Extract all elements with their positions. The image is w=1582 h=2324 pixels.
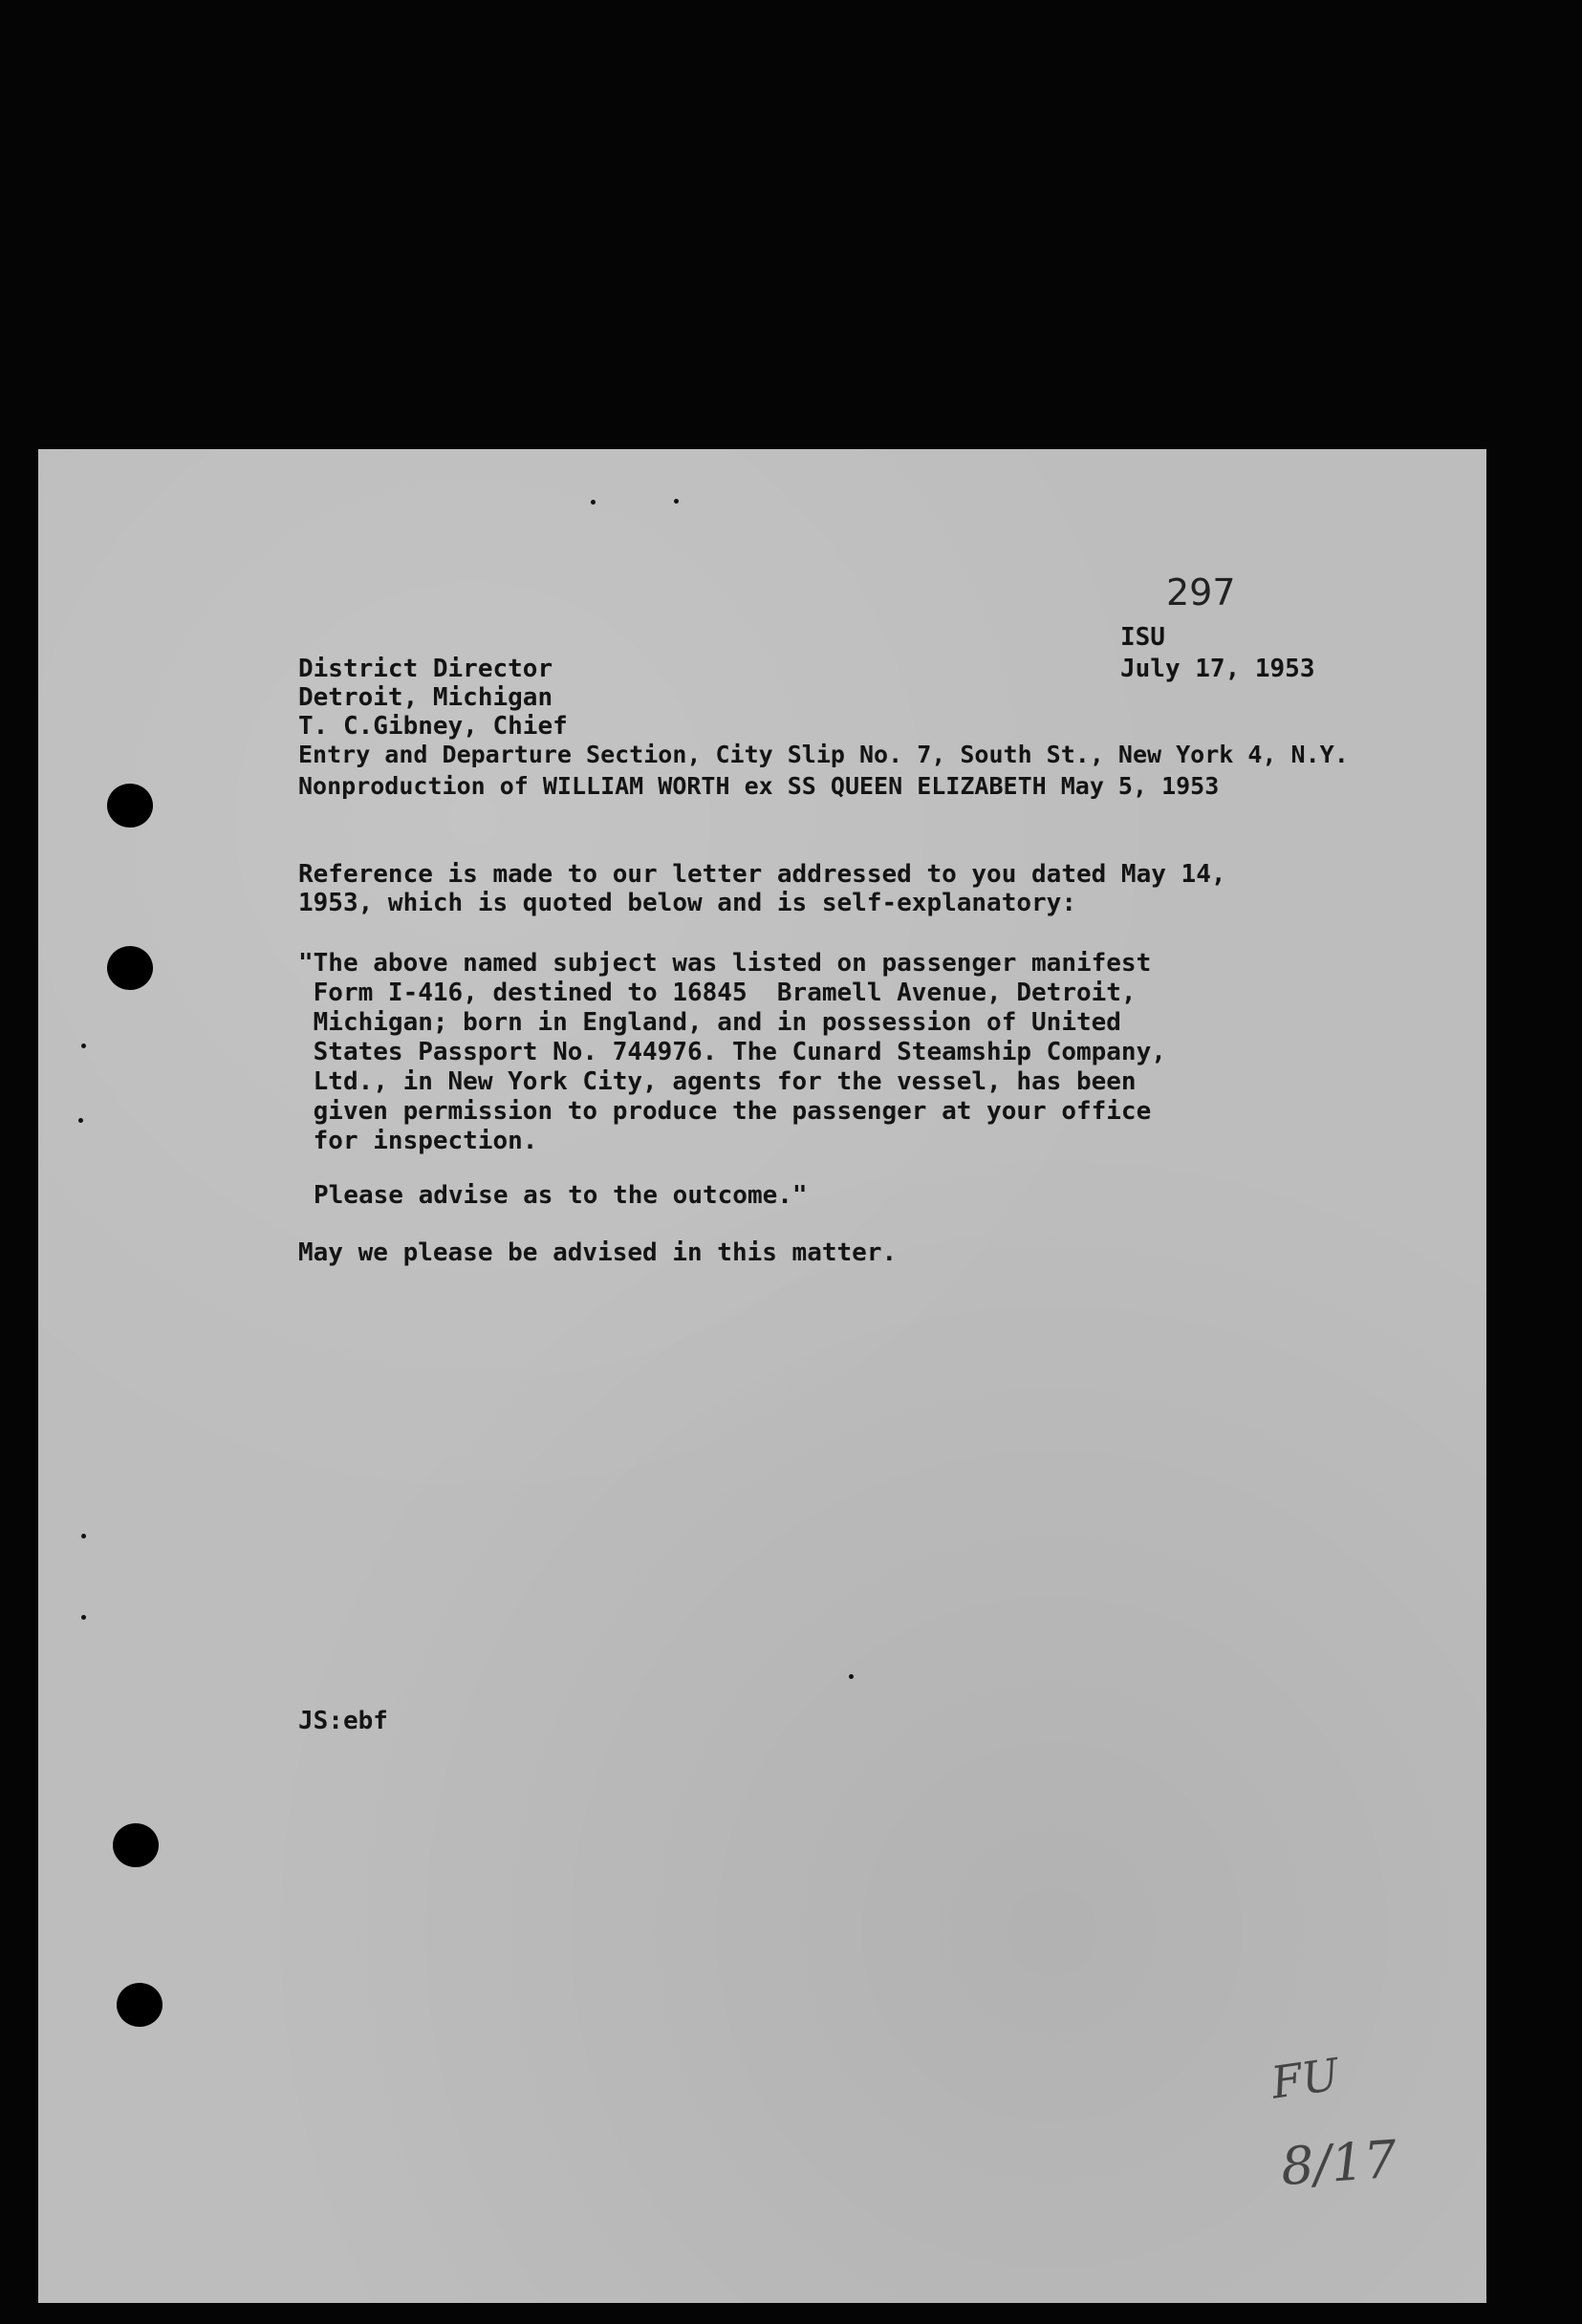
speck [81, 1044, 86, 1048]
speck [78, 1118, 83, 1123]
address-line: Detroit, Michigan [298, 683, 553, 712]
quote-line: Ltd., in New York City, agents for the vessel, has been [298, 1067, 1137, 1096]
paragraph-line: 1953, which is quoted below and is self-explanatory: [298, 889, 1076, 917]
address-line: Entry and Departure Section, City Slip No. 7, South St., New York 4, N.Y. [298, 741, 1349, 768]
quoted-closing: Please advise as to the outcome." [314, 1181, 808, 1210]
paragraph-line: Reference is made to our letter addressed to you dated May 14, [298, 860, 1226, 889]
office-initials: ISU [1120, 623, 1165, 652]
page-number: 297 [1166, 571, 1236, 613]
letter-date: July 17, 1953 [1120, 655, 1315, 683]
address-line: District Director [298, 655, 553, 683]
quote-line: "The above named subject was listed on passenger manifest [298, 949, 1152, 978]
quote-line: States Passport No. 744976. The Cunard Steamship Company, [298, 1038, 1166, 1066]
quote-line: Form I-416, destined to 16845 Bramell Avenue, Detroit, [298, 979, 1137, 1007]
subject-line: Nonproduction of WILLIAM WORTH ex SS QUEEN ELIZABETH May 5, 1953 [298, 772, 1220, 800]
punch-hole-3 [113, 1823, 159, 1867]
handwritten-date: 8/17 [1278, 2128, 1399, 2198]
speck [591, 500, 596, 505]
quote-line: given permission to produce the passenger at your office [298, 1097, 1152, 1126]
speck [849, 1674, 854, 1679]
punch-hole-2 [107, 946, 153, 990]
address-line: T. C.Gibney, Chief [298, 712, 568, 741]
quote-line: for inspection. [298, 1127, 538, 1155]
reference-initials: JS:ebf [298, 1707, 388, 1735]
handwritten-followup: FU [1268, 2048, 1343, 2109]
speck [674, 499, 679, 504]
punch-hole-1 [107, 784, 153, 828]
speck [81, 1534, 86, 1539]
document-sheet [38, 449, 1486, 2303]
speck [81, 1615, 86, 1620]
punch-hole-4 [117, 1983, 163, 2027]
quote-line: Michigan; born in England, and in possession of United [298, 1008, 1121, 1037]
closing-line: May we please be advised in this matter. [298, 1238, 898, 1267]
